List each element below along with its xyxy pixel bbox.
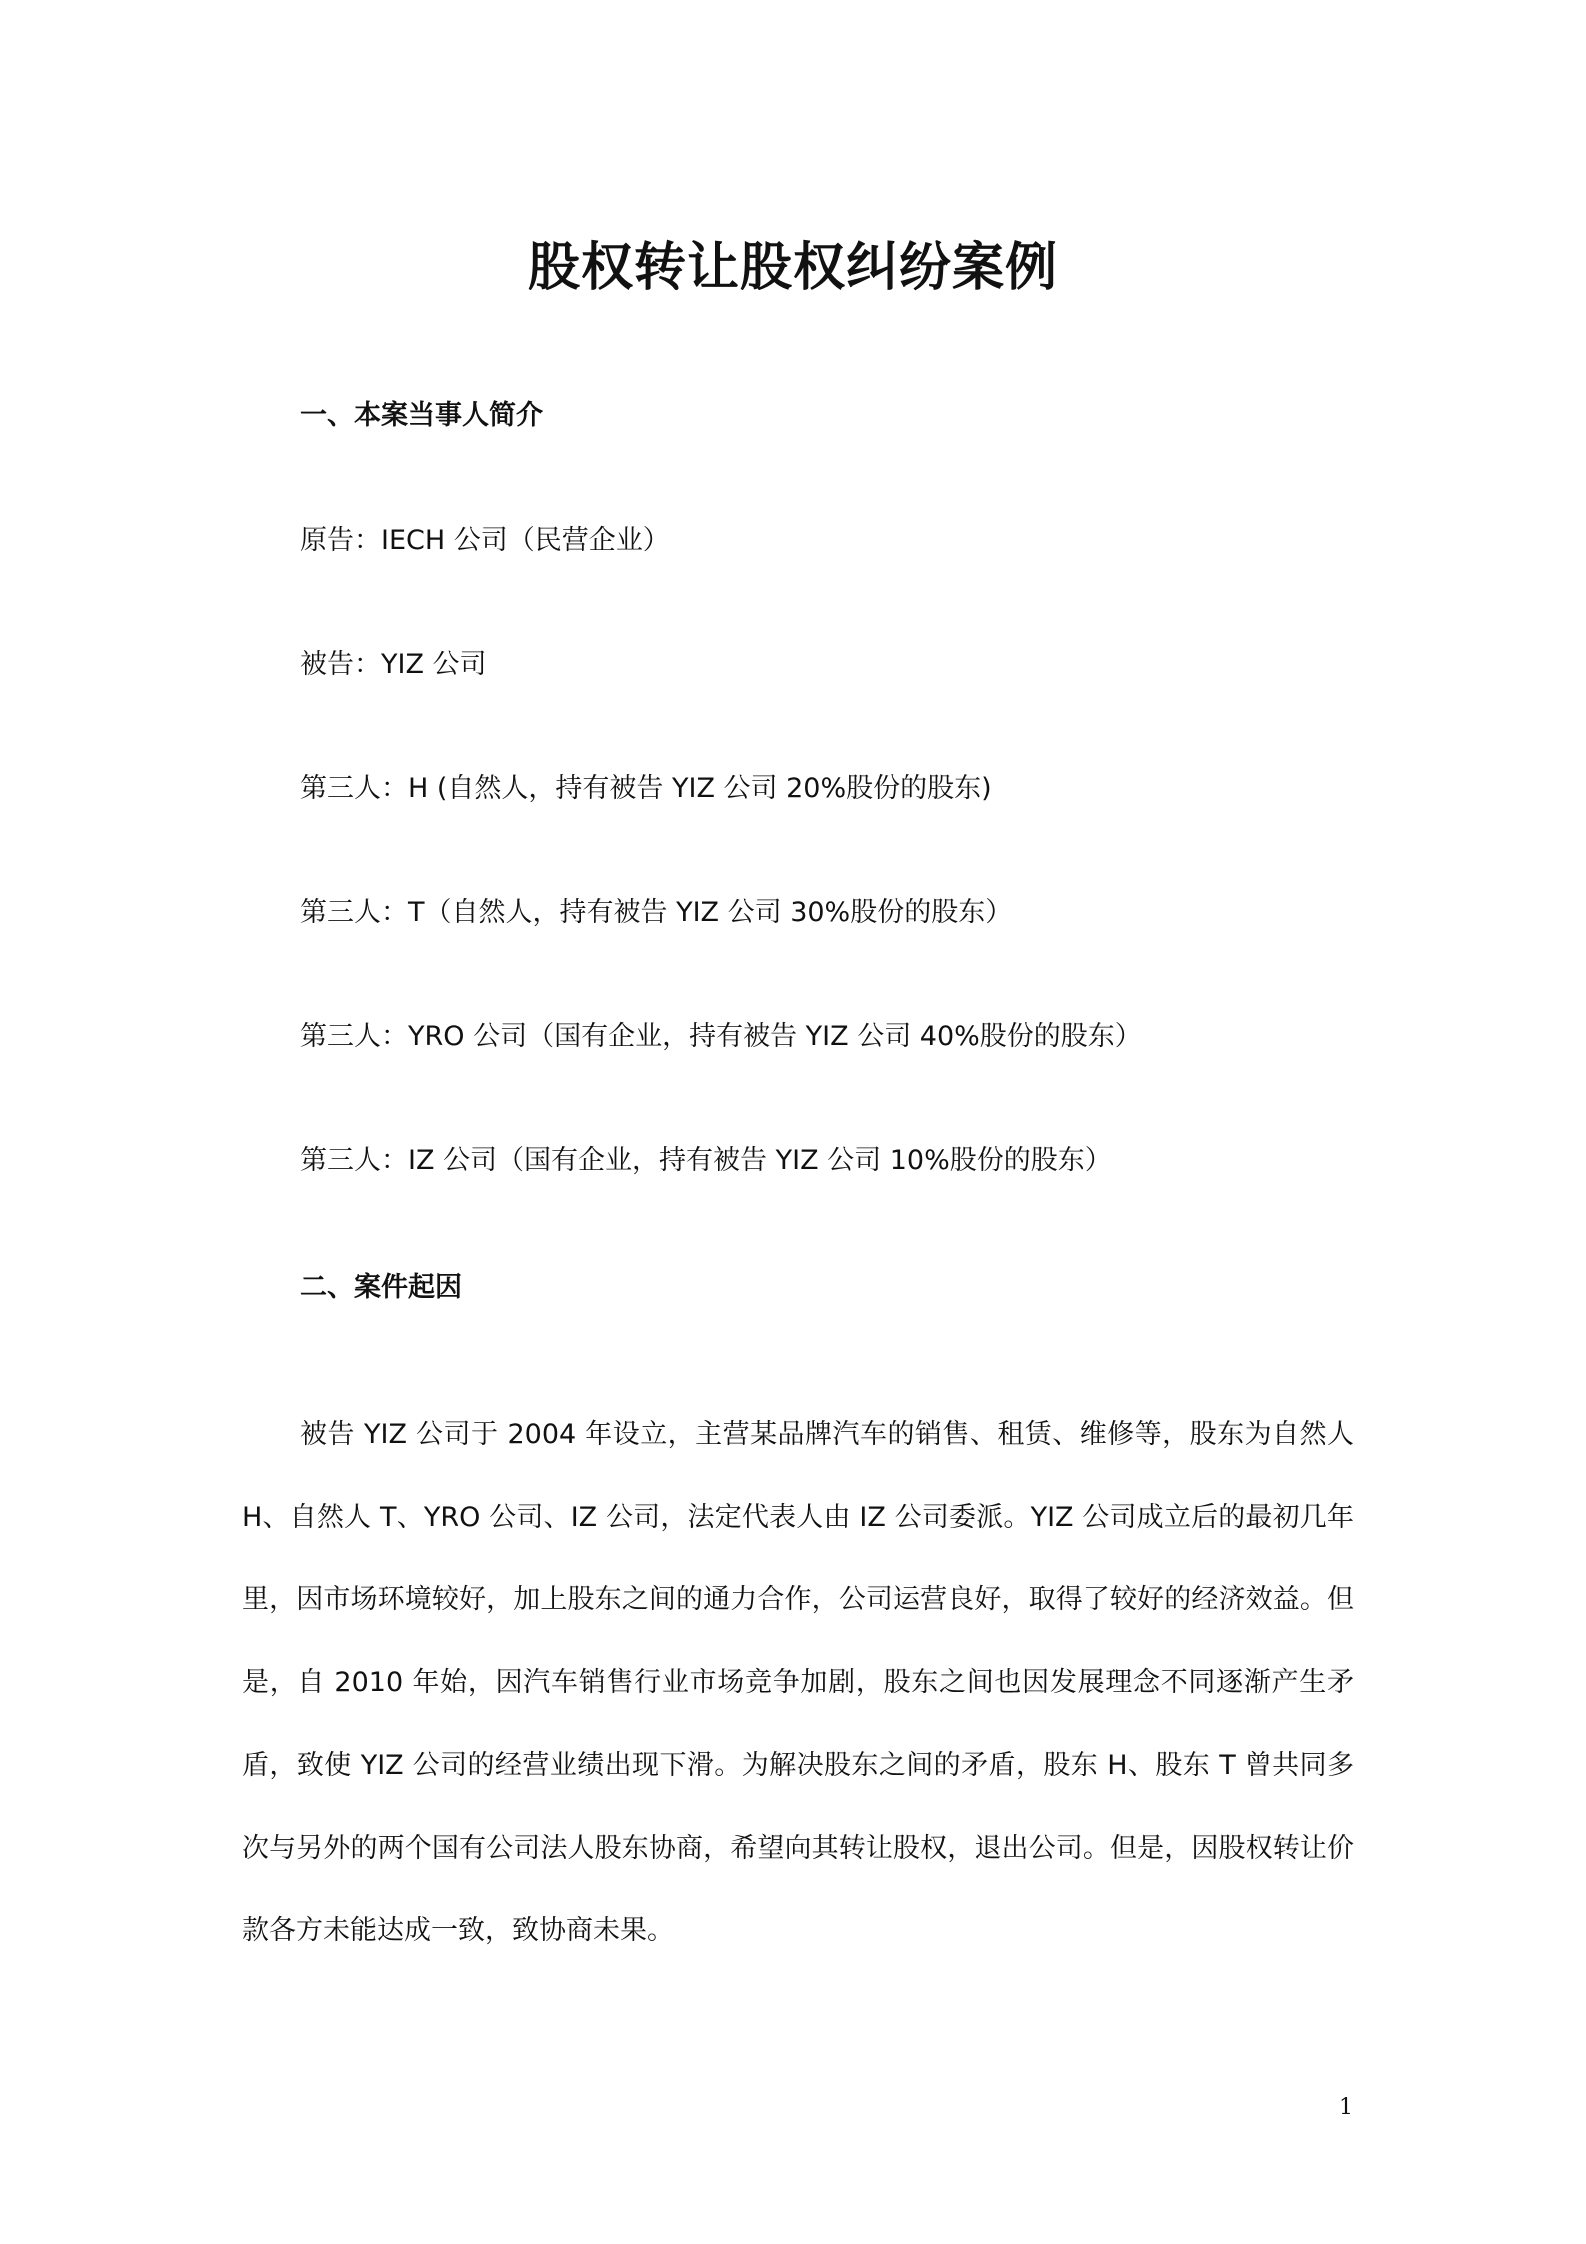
section-heading-cause: 二、案件起因 — [300, 1272, 462, 1303]
party-third-t: 第三人：T（自然人，持有被告 YIZ 公司 30%股份的股东） — [300, 897, 1013, 928]
section-heading-parties: 一、本案当事人简介 — [300, 400, 543, 431]
party-third-yro: 第三人：YRO 公司（国有企业，持有被告 YIZ 公司 40%股份的股东） — [300, 1021, 1142, 1052]
party-third-iz: 第三人：IZ 公司（国有企业，持有被告 YIZ 公司 10%股份的股东） — [300, 1145, 1112, 1176]
document-title: 股权转让股权纠纷案例 — [527, 238, 1058, 298]
party-plaintiff: 原告：IECH 公司（民营企业） — [300, 525, 670, 556]
party-third-h: 第三人：H (自然人，持有被告 YIZ 公司 20%股份的股东) — [300, 773, 992, 804]
party-defendant: 被告：YIZ 公司 — [300, 649, 487, 680]
page-number: 1 — [1339, 2095, 1353, 2120]
case-cause-paragraph: 被告 YIZ 公司于 2004 年设立，主营某品牌汽车的销售、租赁、维修等，股东为自然人 H、自然人 T、YRO 公司、IZ 公司，法定代表人由 IZ 公司委派。YIZ 公司成立后的最初几年里，因市场环境较好，加上股东之间的通力合作，公司运营良好，取得了较好的经济效益。但是，自 2010 年始，因汽车销售行业市场竞争加剧，股东之间也因发展理念不同逐渐产生矛盾，致使 YIZ 公司的经营业绩出现下滑。为解决股东之间的矛盾，股东 H、股东 T 曾共同多次与另外的两个国有公司法人股东协商，希望向其转让股权，退出公司。但是，因股权转让价款各方未能达成一致，致协商未果。 — [242, 1419, 1354, 1947]
